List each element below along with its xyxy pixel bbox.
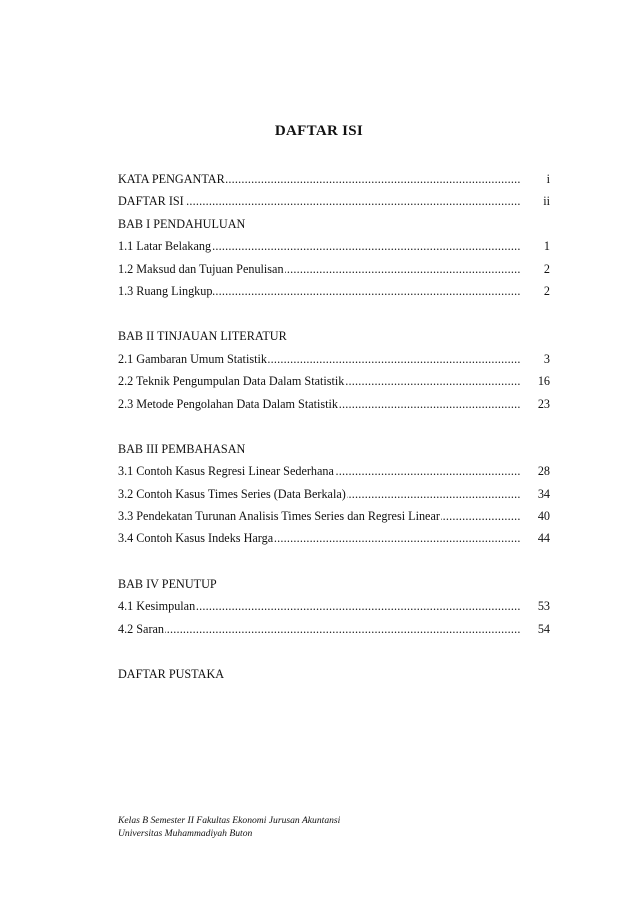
toc-label: 3.4 Contoh Kasus Indeks Harga [118, 531, 274, 546]
toc-entry-2-2[interactable] [118, 374, 550, 396]
toc-chapter-heading-bab4: BAB IV PENUTUP [118, 576, 217, 591]
toc-label: 1.1 Latar Belakang [118, 239, 212, 254]
toc-label: 2.3 Metode Pengolahan Data Dalam Statistik [118, 396, 339, 411]
toc-label: 4.1 Kesimpulan [118, 599, 196, 614]
toc-page-number: 28 [537, 464, 550, 479]
toc-entry-4-1[interactable] [118, 599, 550, 621]
toc-entry-1-3[interactable] [118, 284, 550, 306]
toc-page-number: 54 [537, 621, 550, 636]
toc-entry-3-1[interactable] [118, 464, 550, 486]
toc-heading-daftar-pustaka[interactable]: DAFTAR PUSTAKA [118, 667, 225, 682]
toc-page-number: 44 [537, 531, 550, 546]
toc-label: 3.1 Contoh Kasus Regresi Linear Sederhana [118, 464, 334, 479]
spacer [118, 306, 550, 329]
toc-chapter-heading-bab3: BAB III PEMBAHASAN [118, 441, 246, 456]
toc-label: 3.2 Contoh Kasus Times Series (Data Berkala) [118, 486, 346, 501]
toc-chapter-heading-bab2: BAB II TINJAUAN LITERATUR [118, 329, 287, 344]
toc-entry-3-2[interactable] [118, 487, 550, 509]
toc-entry-4-2[interactable] [118, 622, 550, 644]
toc-label: 4.2 Saran [118, 621, 165, 636]
toc-page-number: 40 [537, 509, 550, 524]
spacer [118, 644, 550, 667]
page-title: DAFTAR ISI [274, 123, 364, 139]
toc-label: 2.2 Teknik Pengumpulan Data Dalam Statistik [118, 374, 345, 389]
footer-line-2: Universitas Muhammadiyah Buton [118, 828, 253, 839]
toc-page-number: i [546, 172, 550, 186]
toc-label: 2.1 Gambaran Umum Statistik [118, 351, 267, 366]
toc-label: 1.3 Ruang Lingkup [118, 283, 213, 298]
toc-label: 3.3 Pendekatan Turunan Analisis Times Series dan Regresi Linear [118, 509, 440, 524]
toc-chapter-heading-bab1: BAB I PENDAHULUAN [118, 216, 246, 231]
toc-entry-daftar-isi[interactable] [118, 194, 550, 216]
toc-page-number: 2 [543, 261, 550, 276]
toc-page-number: 2 [543, 283, 550, 298]
spacer [118, 554, 550, 577]
toc-page-number: 16 [537, 374, 550, 389]
toc-page-number: 53 [537, 599, 550, 614]
toc-entry-3-3[interactable] [118, 509, 550, 531]
toc-entry-1-1[interactable] [118, 239, 550, 261]
spacer [118, 419, 550, 442]
toc-entry-3-4[interactable] [118, 531, 550, 553]
toc-label: DAFTAR ISI [118, 194, 184, 209]
toc-entry-kata-pengantar[interactable] [118, 172, 550, 194]
toc-label: KATA PENGANTAR [118, 172, 225, 186]
footer-line-1: Kelas B Semester II Fakultas Ekonomi Jurusan Akuntansi [118, 815, 341, 826]
toc-page-number: 1 [543, 239, 550, 254]
toc-label: 1.2 Maksud dan Tujuan Penulisan [118, 261, 284, 276]
page-footer [118, 814, 340, 840]
toc-entry-2-3[interactable] [118, 397, 550, 419]
toc-entry-2-1[interactable] [118, 352, 550, 374]
toc-entry-1-2[interactable] [118, 262, 550, 284]
toc-page-number: 23 [537, 396, 550, 411]
toc-page-number: ii [543, 194, 550, 209]
table-of-contents [118, 172, 550, 689]
toc-page-number: 34 [537, 486, 550, 501]
toc-page-number: 3 [543, 351, 550, 366]
